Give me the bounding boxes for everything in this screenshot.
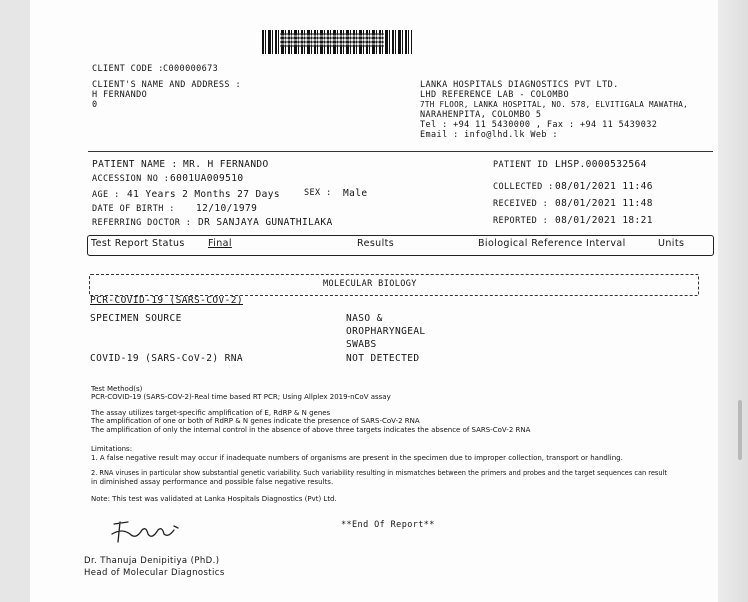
divider (88, 151, 713, 152)
method-title: Test Method(s) (91, 385, 143, 393)
specimen-value-2: OROPHARYNGEAL (346, 326, 426, 337)
background-margin (718, 0, 748, 602)
method-text: PCR-COVID-19 (SARS-COV-2)-Real time based RT PCR; Using Allplex 2019-nCoV assay (91, 393, 391, 401)
limitation-1: 1. A false negative result may occur if inadequate numbers of organisms are present in the specimen due to improper collection, transport or handling. (91, 454, 623, 462)
lab-ref: LHD REFERENCE LAB - COLOMBO (420, 90, 569, 100)
assay-line-2: The amplification of one or both of RdRP & N genes indicate the presence of SARS-CoV-2 RNA (91, 417, 420, 425)
client-code-label: CLIENT CODE : (92, 64, 164, 74)
reported-value: 08/01/2021 18:21 (555, 215, 653, 226)
lab-phone: Tel : +94 11 5430000 , Fax : +94 11 5439032 (420, 120, 658, 130)
validation-note: Note: This test was validated at Lanka Hospitals Diagnostics (Pvt) Ltd. (91, 495, 337, 503)
sex-label: SEX : (304, 188, 332, 198)
limitations-title: Limitations: (91, 445, 133, 453)
section-title: MOLECULAR BIOLOGY (323, 279, 417, 289)
client-name: H FERNANDO (92, 90, 148, 100)
accession-label: ACCESSION NO : (92, 174, 170, 184)
specimen-value-3: SWABS (346, 339, 377, 350)
age-label: AGE : (92, 190, 120, 200)
received-label: RECEIVED : (493, 199, 549, 209)
barcode-image (262, 30, 412, 54)
client-address: 0 (92, 100, 98, 110)
reported-label: REPORTED : (493, 216, 549, 226)
doctor-title: Head of Molecular Diagnostics (84, 568, 225, 578)
units-header: Units (658, 238, 685, 249)
lab-address-1: 7TH FLOOR, LANKA HOSPITAL, NO. 578, ELVITIGALA MAWATHA, (420, 100, 688, 109)
collected-label: COLLECTED : (493, 182, 554, 192)
client-name-address-label: CLIENT'S NAME AND ADDRESS : (92, 80, 241, 90)
patient-name-value: MR. H FERNANDO (183, 159, 269, 170)
sex-value: Male (343, 188, 368, 199)
scrollbar[interactable] (738, 400, 742, 460)
accession-value: 6001UA009510 (170, 173, 244, 184)
referring-doctor-label: REFERRING DOCTOR : (92, 218, 192, 228)
lab-email: Email : info@lhd.lk Web : (420, 130, 558, 140)
lab-name: LANKA HOSPITALS DIAGNOSTICS PVT LTD. (420, 80, 619, 90)
specimen-value-1: NASO & (346, 313, 383, 324)
patient-id-value: LHSP.0000532564 (555, 159, 647, 170)
status-value: Final (208, 238, 232, 249)
test-name: PCR-COVID-19 (SARS-COV-2) (90, 295, 243, 306)
rna-label: COVID-19 (SARS-CoV-2) RNA (90, 353, 243, 364)
patient-id-label: PATIENT ID : (493, 160, 560, 170)
assay-line-3: The amplification of only the internal control in the absence of above three targets indicates the absence of SARS-CoV-2 RNA (91, 426, 531, 434)
end-of-report: **End Of Report** (341, 520, 435, 530)
specimen-label: SPECIMEN SOURCE (90, 313, 182, 324)
dob-value: 12/10/1979 (196, 203, 258, 214)
received-value: 08/01/2021 11:48 (555, 198, 653, 209)
dob-label: DATE OF BIRTH : (92, 204, 175, 214)
limitation-2b: in diminished assay performance and possible false negative results. (91, 478, 334, 486)
status-label: Test Report Status (91, 238, 185, 249)
interval-header: Biological Reference Interval (478, 238, 626, 249)
client-code-value: C000000673 (163, 64, 219, 74)
signature-image (108, 516, 188, 546)
doctor-name: Dr. Thanuja Denipitiya (PhD.) (84, 556, 220, 566)
referring-doctor-value: DR SANJAYA GUNATHILAKA (198, 217, 333, 228)
age-value: 41 Years 2 Months 27 Days (127, 189, 280, 200)
collected-value: 08/01/2021 11:46 (555, 181, 653, 192)
results-header: Results (357, 238, 395, 249)
lab-address-2: NARAHENPITA, COLOMBO 5 (420, 110, 542, 120)
patient-name-label: PATIENT NAME : (92, 159, 178, 170)
assay-line-1: The assay utilizes target-specific amplification of E, RdRP & N genes (91, 409, 331, 417)
limitation-2a: 2. RNA viruses in particular show substantial genetic variability. Such variability resulting in mismatches between the primers and probes and the target sequences can result (91, 469, 667, 477)
rna-value: NOT DETECTED (346, 353, 420, 364)
